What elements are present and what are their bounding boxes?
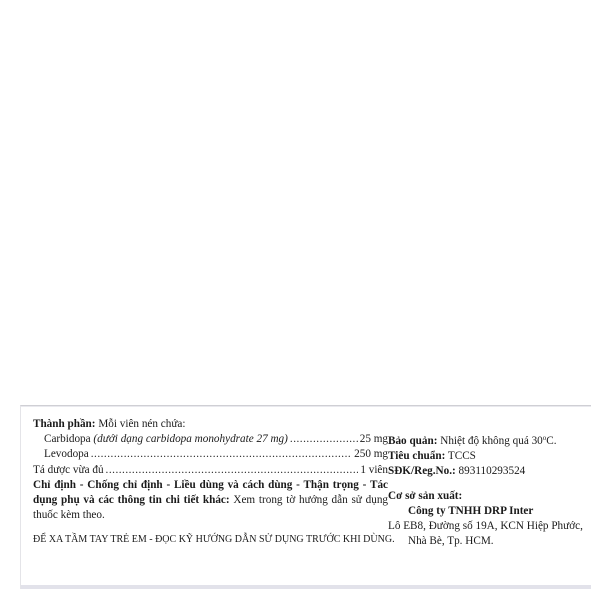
ingredient-value: 25 mg xyxy=(359,433,388,446)
registration-line xyxy=(388,464,588,479)
ingredient-row-excipient xyxy=(33,463,388,478)
leader-dots xyxy=(106,463,359,478)
standard-line xyxy=(388,449,588,464)
composition-intro: Mỗi viên nén chứa: xyxy=(98,418,186,430)
storage-unit: C. xyxy=(546,435,557,447)
right-column xyxy=(388,434,588,549)
storage-line xyxy=(388,434,588,449)
child-safety-warning: ĐỂ XA TẦM TAY TRẺ EM - ĐỌC KỸ HƯỚNG DẪN SỬ DỤNG TRƯỚC KHI DÙNG. xyxy=(33,534,395,546)
manufacturer-company: Công ty TNHH DRP Inter xyxy=(408,504,534,517)
ingredient-name: Carbidopa xyxy=(44,433,91,446)
standard-label: Tiêu chuẩn: xyxy=(388,450,446,463)
storage-text: Nhiệt độ không quá 30 xyxy=(440,435,543,447)
panel-bottom-edge xyxy=(21,585,591,589)
registration-label: SĐK/Reg.No.: xyxy=(388,465,456,478)
standard-value: TCCS xyxy=(447,450,476,463)
usage-info xyxy=(33,478,388,524)
usage-text: Xem trong tờ hướng dẫn sử dụng thuốc kèm theo. xyxy=(33,494,389,522)
ingredient-name: Tá dược vừa đủ xyxy=(33,463,104,476)
usage-headings: Chỉ định - Chống chỉ định - Liều dùng và cách dùng - Thận trọng - Tác dụng phụ và các thông tin chi tiết khác: xyxy=(33,478,388,507)
ingredient-name: Levodopa xyxy=(44,448,89,461)
label-panel xyxy=(20,405,591,589)
ingredient-note: (dưới dạng carbidopa monohydrate 27 mg) xyxy=(93,433,288,446)
left-column xyxy=(33,417,395,547)
manufacturer-address-line2: Nhà Bè, Tp. HCM. xyxy=(408,535,494,548)
manufacturer-label: Cơ sở sản xuất: xyxy=(388,489,463,502)
manufacturer-address-line1: Lô EB8, Đường số 19A, KCN Hiệp Phước, xyxy=(388,520,583,533)
registration-value: 893110293524 xyxy=(458,465,526,478)
spacer xyxy=(388,480,588,489)
leader-dots xyxy=(91,447,352,462)
leader-dots xyxy=(290,432,358,447)
storage-label: Bảo quản: xyxy=(388,435,438,447)
composition-label: Thành phần: xyxy=(33,418,96,430)
degree-symbol: o xyxy=(542,434,547,442)
composition-header xyxy=(33,417,388,432)
ingredient-value: 250 mg xyxy=(354,448,388,461)
ingredient-row-carbidopa xyxy=(33,432,388,447)
ingredient-value: 1 viên xyxy=(360,463,388,476)
ingredient-row-levodopa xyxy=(33,447,388,462)
